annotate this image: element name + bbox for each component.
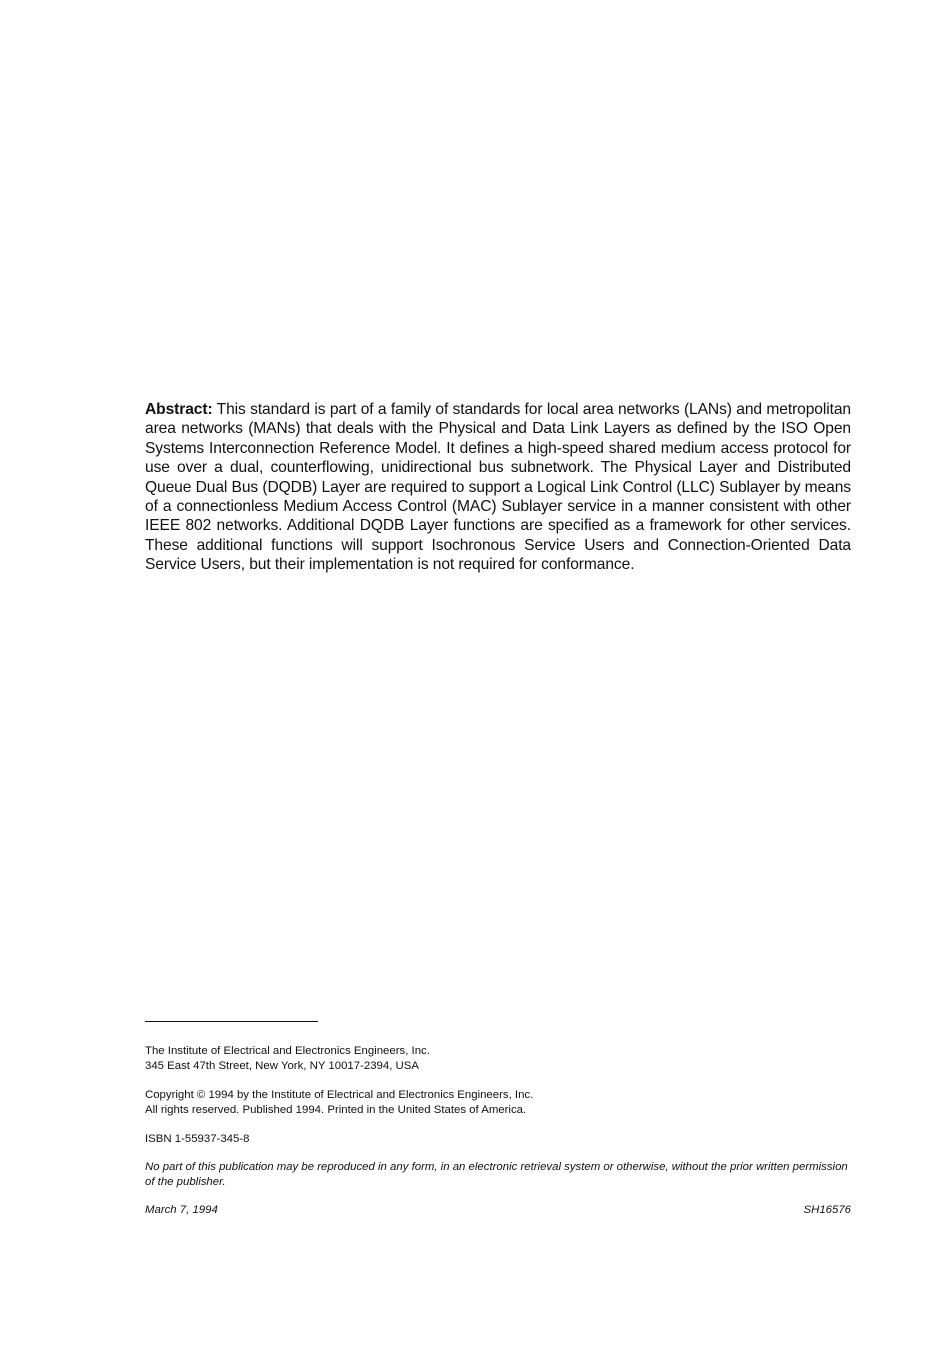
publisher-address: 345 East 47th Street, New York, NY 10017-2394, USA: [145, 1059, 419, 1072]
publication-date: March 7, 1994: [145, 1204, 218, 1216]
copyright-block: [145, 1088, 851, 1117]
copyright-line: Copyright © 1994 by the Institute of Electrical and Electronics Engineers, Inc.: [145, 1089, 534, 1101]
rights-line: All rights reserved. Published 1994. Printed in the United States of America.: [145, 1103, 527, 1116]
footer-row: [145, 1203, 851, 1219]
footnote-divider: [145, 1021, 318, 1022]
publisher-name: The Institute of Electrical and Electronics Engineers, Inc.: [145, 1045, 430, 1057]
abstract-paragraph: [145, 400, 851, 575]
reproduction-notice: No part of this publication may be reproduced in any form, in an electronic retrieval system or otherwise, without the prior written permission of the publisher.: [145, 1161, 848, 1188]
isbn: ISBN 1-55937-345-8: [145, 1133, 250, 1145]
document-code: SH16576: [803, 1204, 851, 1216]
abstract-label: Abstract:: [145, 401, 213, 418]
abstract-text: This standard is part of a family of standards for local area networks (LANs) and metropolitan area networks (MANs) that deals with the Physical and Data Link Layers as defined by the ISO Open Systems Interconnection Reference Model. It defines a high-speed shared medium access protocol for use over a dual, counterflowing, unidirectional bus subnetwork. The Physical Layer and Distributed Queue Dual Bus (DQDB) Layer are required to support a Logical Link Control (LLC) Sublayer by means of a connectionless Medium Access Control (MAC) Sublayer service in a manner consistent with other IEEE 802 networks. Additional DQDB Layer functions are specified as a framework for other services. These additional functions will support Isochronous Service Users and Connection-Oriented Data Service Users, but their implementation is not required for conformance.: [145, 401, 851, 574]
publisher-block: [145, 1044, 851, 1073]
